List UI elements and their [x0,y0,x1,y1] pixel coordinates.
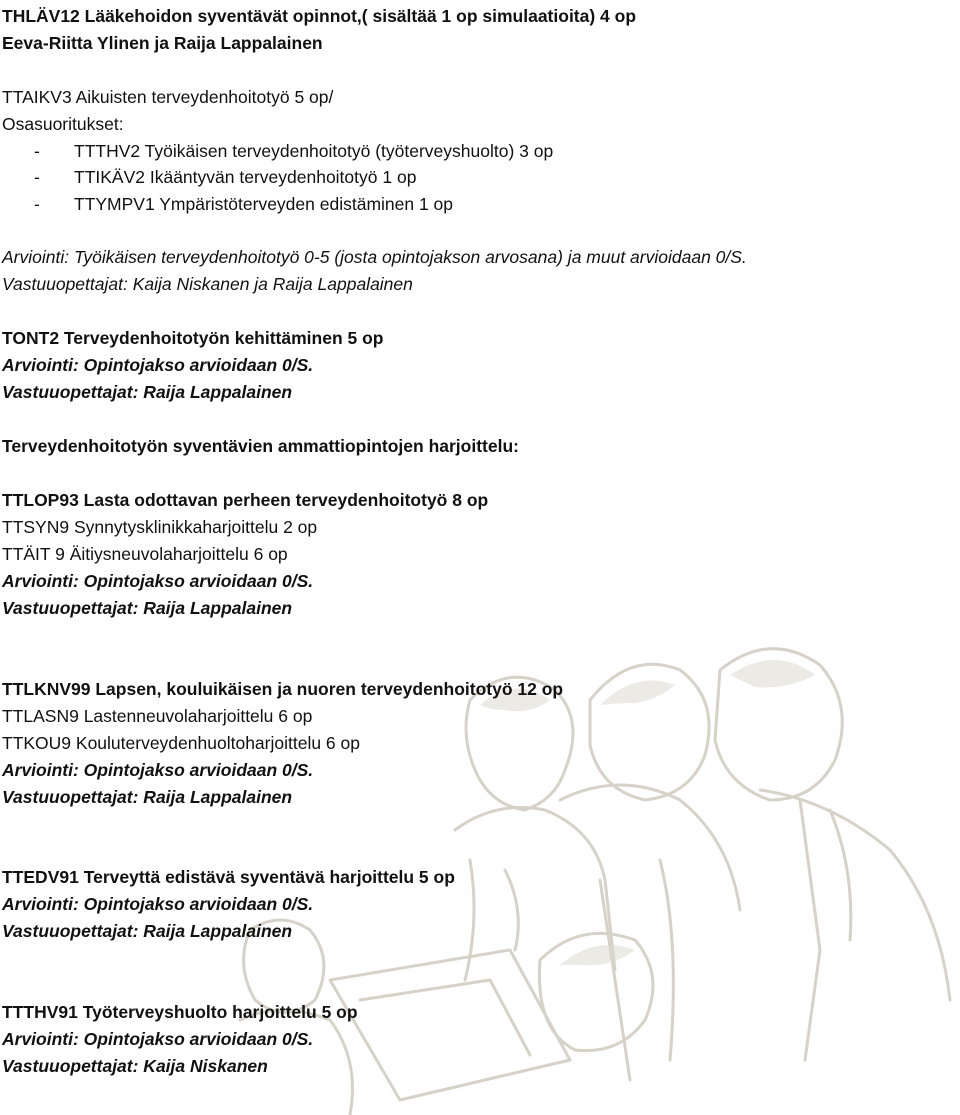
list-dash: - [34,194,40,214]
course-title-ttthv91: TTTHV91 Työterveyshuolto harjoittelu 5 op [2,1002,358,1022]
responsible-teachers-line: Vastuuopettajat: Raija Lappalainen [2,787,293,807]
course-title-ttedv91: TTEDV91 Terveyttä edistävä syventävä harjoittelu 5 op [2,867,455,887]
section-heading: Terveydenhoitotyön syventävien ammattiopintojen harjoittelu: [2,436,519,456]
responsible-teachers-line: Vastuuopettajat: Kaija Niskanen ja Raija Lappalainen [2,274,413,294]
list-dash: - [34,141,40,161]
responsible-teachers-line: Vastuuopettajat: Raija Lappalainen [2,382,293,402]
subcourse-item [0,193,453,215]
course-item: TTKOU9 Kouluterveydenhuoltoharjoittelu 6 op [2,733,360,753]
assessment-line: Arviointi: Työikäisen terveydenhoitotyö 0-5 (josta opintojakson arvosana) ja muut arvioidaan 0/S. [2,247,747,267]
teachers-line: Eeva-Riitta Ylinen ja Raija Lappalainen [2,33,323,53]
subcourse-text: TTYMPV1 Ympäristöterveyden edistäminen 1 op [74,194,454,214]
subcourse-text: TTTHV2 Työikäisen terveydenhoitotyö (työterveyshuolto) 3 op [74,141,554,161]
course-item: TTLASN9 Lastenneuvolaharjoittelu 6 op [2,706,313,726]
course-title-ttlop93: TTLOP93 Lasta odottavan perheen terveydenhoitotyö 8 op [2,490,489,510]
course-title-ttlknv99: TTLKNV99 Lapsen, kouluikäisen ja nuoren terveydenhoitotyö 12 op [2,679,564,699]
assessment-line: Arviointi: Opintojakso arvioidaan 0/S. [2,760,314,780]
course-item: TTÄIT 9 Äitiysneuvolaharjoittelu 6 op [2,544,288,564]
list-dash: - [34,167,40,187]
subcourse-item [0,140,553,162]
responsible-teachers-line: Vastuuopettajat: Raija Lappalainen [2,598,293,618]
course-item: TTSYN9 Synnytysklinikkaharjoittelu 2 op [2,517,318,537]
assessment-line: Arviointi: Opintojakso arvioidaan 0/S. [2,571,314,591]
responsible-teachers-line: Vastuuopettajat: Kaija Niskanen [2,1056,268,1076]
subcourse-item [0,166,416,188]
subcourses-label: Osasuoritukset: [2,114,124,134]
subcourse-text: TTIKÄV2 Ikääntyvän terveydenhoitotyö 1 op [74,167,417,187]
course-title-thlav12: THLÄV12 Lääkehoidon syventävät opinnot,( sisältää 1 op simulaatioita) 4 op [2,6,637,26]
assessment-line: Arviointi: Opintojakso arvioidaan 0/S. [2,894,314,914]
assessment-line: Arviointi: Opintojakso arvioidaan 0/S. [2,355,314,375]
responsible-teachers-line: Vastuuopettajat: Raija Lappalainen [2,921,293,941]
course-title-ttaikv3: TTAIKV3 Aikuisten terveydenhoitotyö 5 op/ [2,87,334,107]
assessment-line: Arviointi: Opintojakso arvioidaan 0/S. [2,1029,314,1049]
course-title-tont2: TONT2 Terveydenhoitotyön kehittäminen 5 op [2,328,384,348]
